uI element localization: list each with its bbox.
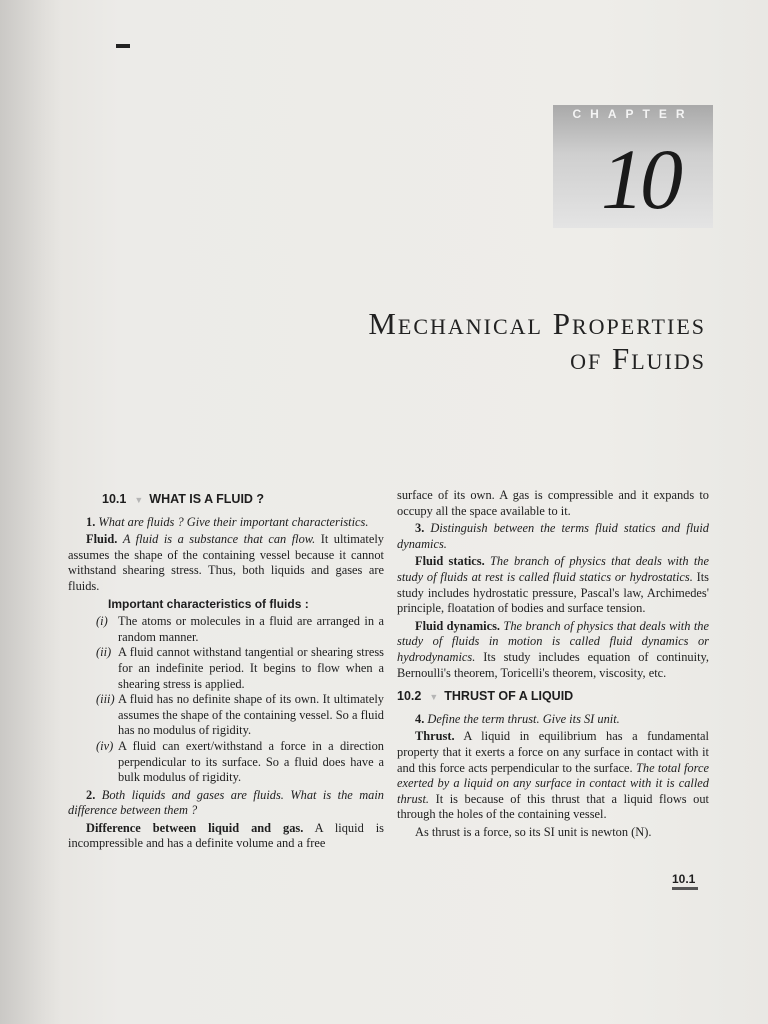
- item-text: A fluid cannot withstand tangential or shearing stress for an indefinite period. It begins to flow when a shearing stress is applied.: [118, 645, 384, 691]
- term-fluid: Fluid.: [86, 532, 118, 547]
- term-fluid-statics: Fluid statics.: [415, 554, 485, 569]
- item-number: (i): [96, 614, 108, 629]
- difference-text: A liquid is incompressible and has a definite volume and a free: [68, 820, 385, 851]
- question-text: Distinguish between the terms fluid statics and fluid dynamics.: [397, 521, 709, 551]
- chapter-badge: [553, 105, 713, 228]
- item-text: A fluid can exert/withstand a force in a direction perpendicular to its surface. So a fluid does have a bulk modulus of rigidity.: [118, 738, 384, 785]
- page-number-underline: [672, 887, 698, 890]
- corner-mark: [116, 44, 130, 48]
- question-text: Define the term thrust. Give its SI unit.: [427, 711, 620, 726]
- fluid-statics-definition: The branch of physics that deals with the study of fluids at rest is called fluid statics or hydrostatics.: [397, 554, 709, 584]
- question-4: [397, 712, 709, 728]
- section-number: 10.2: [397, 689, 422, 704]
- question-text: What are fluids ? Give their important characteristics.: [98, 514, 369, 529]
- term-thrust: Thrust.: [415, 729, 455, 744]
- continued-paragraph: surface of its own. A gas is compressible and it expands to occupy all the space available to it.: [397, 488, 709, 518]
- fluid-explanation: It ultimately assumes the shape of the containing vessel because it cannot withstand shearing stress. Thus, both liquids and gases are fluids.: [68, 532, 384, 593]
- fluid-dynamics-definition: The branch of physics that deals with the study of fluids in motion is called fluid dynamics or hydrodynamics.: [397, 618, 709, 664]
- triangle-icon: ▼: [429, 692, 439, 703]
- fluid-statics-paragraph: [397, 554, 709, 616]
- chapter-title-line-1: Mechanical Properties: [368, 306, 706, 341]
- section-heading-10-2: [397, 689, 709, 706]
- thrust-text-2: It is because of this thrust that a liquid flows out through the holes of the containing vessel.: [397, 791, 709, 822]
- characteristic-item-2: [68, 645, 384, 692]
- question-number: 4.: [415, 711, 425, 726]
- chapter-number: 10: [601, 131, 679, 227]
- question-number: 3.: [415, 521, 425, 536]
- triangle-icon: ▼: [134, 495, 144, 505]
- page-number: 10.1: [672, 872, 696, 886]
- thrust-text-1: A liquid in equilibrium has a fundamental property that it exerts a force on any surface in contact with it and this force acts perpendicular to the surface.: [397, 729, 709, 775]
- thrust-definition: The total force exerted by a liquid on any surface in contact with it is called thrust.: [397, 760, 709, 806]
- item-text: A fluid has no definite shape of its own. It ultimately assumes the shape of the containing vessel. So a fluid has no modulus of rigidity.: [118, 692, 384, 738]
- section-title: WHAT IS A FLUID ?: [149, 492, 265, 506]
- item-number: (iii): [96, 692, 115, 707]
- term-difference: Difference between liquid and gas.: [86, 820, 304, 835]
- liquid-gas-difference-paragraph: [68, 821, 384, 852]
- fluid-statics-explanation: Its study includes hydrostatic pressure, Pascal's law, Archimedes' principle, floatation of bodies and surface tension.: [397, 569, 709, 616]
- characteristics-heading: Important characteristics of fluids :: [108, 596, 309, 611]
- section-number: 10.1: [102, 492, 127, 506]
- question-number: 2.: [86, 787, 96, 802]
- question-number: 1.: [86, 514, 96, 529]
- item-text: The atoms or molecules in a fluid are arranged in a random manner.: [118, 614, 384, 644]
- chapter-title-line-2: of Fluids: [570, 341, 706, 376]
- item-number: (ii): [96, 645, 112, 660]
- question-3: [397, 521, 709, 552]
- characteristic-item-4: [68, 739, 384, 786]
- fluid-definition: A fluid is a substance that can flow.: [122, 532, 316, 547]
- chapter-label: CHAPTER: [572, 107, 694, 121]
- fluid-dynamics-explanation: Its study includes equation of continuity, Bernoulli's theorem, Toricelli's theorem, viscosity, etc.: [397, 649, 709, 680]
- characteristic-item-1: [68, 614, 384, 645]
- thrust-paragraph: [397, 729, 709, 823]
- term-fluid-dynamics: Fluid dynamics.: [415, 618, 500, 633]
- section-title: THRUST OF A LIQUID: [444, 689, 574, 704]
- characteristic-item-3: [68, 692, 384, 739]
- page-binding-shadow: [0, 0, 60, 1024]
- question-1: [68, 515, 384, 531]
- question-text: Both liquids and gases are fluids. What is the main difference between them ?: [68, 787, 384, 818]
- section-heading-10-1: [68, 492, 384, 509]
- fluid-definition-paragraph: [68, 532, 384, 594]
- item-number: (iv): [96, 738, 114, 753]
- fluid-dynamics-paragraph: [397, 619, 709, 681]
- si-unit-paragraph: As thrust is a force, so its SI unit is newton (N).: [415, 824, 652, 839]
- question-2: [68, 788, 384, 819]
- left-column: [68, 488, 384, 852]
- right-column: [397, 488, 709, 840]
